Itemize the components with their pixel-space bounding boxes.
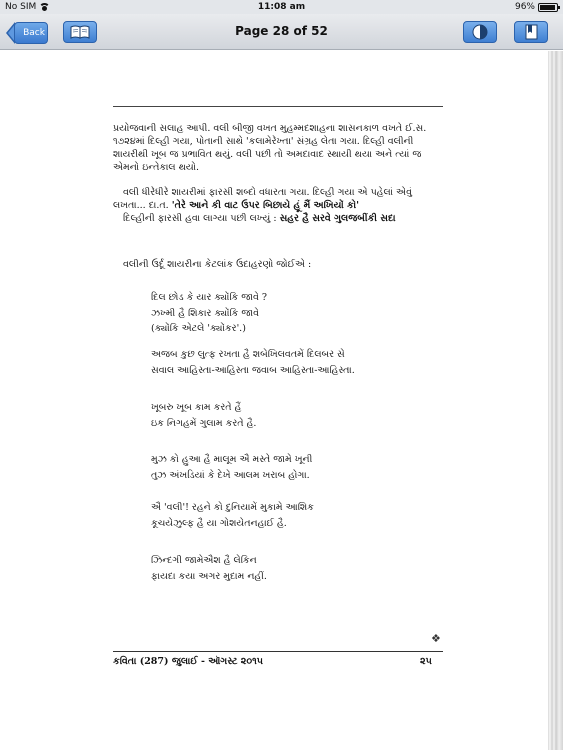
back-button[interactable]: Back: [14, 22, 48, 44]
text-prefix: લખતા... દા.ત.: [113, 200, 172, 211]
text-line: એમનો ઇન્તેકાલ થયો.: [113, 162, 200, 173]
verse-6: [151, 553, 267, 584]
paragraph-1: [113, 122, 445, 174]
page-number: ૨૫: [420, 656, 432, 667]
text-line: પ્રયોજવાની સલાહ આપી. વલી બીજી વખત મુહમ્મદશાહના શાસનકાળ વખતે ઈ.સ.: [113, 123, 427, 134]
verse-line: તુઝ અંખડિયાં કે દેખે આલમ ખરાબ હોગા.: [151, 469, 310, 481]
carrier-label: No SIM: [5, 2, 37, 12]
ornament-icon: ❖: [431, 632, 441, 645]
intro-line: વલીની ઉર્દૂ શાયરીના કેટલાંક ઉદાહરણો જોઈએ :: [123, 259, 312, 270]
verse-line: ઐ 'વલી'! રહને કો દુનિયામેં મુકામે આશિક: [151, 502, 314, 513]
bookmark-icon: [523, 24, 539, 40]
verse-line: ઝિન્દગી જામેઐશ હૈ લેકિન: [151, 555, 257, 566]
page-indicator: Page 28 of 52: [235, 24, 328, 38]
wifi-icon: [39, 3, 50, 11]
page-stack-edge: [548, 51, 563, 750]
quote-bold: સહર હૈ સરવે ગુલજબીંકી સદા: [279, 213, 396, 224]
text-line: શાયરીથી ખૂબ જ પ્રભાવિત થયું. વલી પછી તો અમદાવાદ સ્થાયી થયા અને ત્યાં જ: [113, 149, 422, 160]
verse-line: ઇક નિગહમેં ગુલામ કરતે હૈ.: [151, 417, 257, 429]
quote-bold: 'તેરે આને કી વાટ ઉપર બિછાયે હૂં મૈં અખિયોં કો': [171, 200, 360, 211]
verse-line: મુઝ કો હુઆ હૈ માલૂમ ઐ મસ્તે જામે ખૂની: [151, 454, 313, 465]
text-line: ૧૭૨૪માં દિલ્હી ગયા, પોતાની સાથે 'કલામેરેખ્તા' સંગ્રહ લેતા ગયા. દિલ્હી વલીની: [113, 136, 414, 147]
verse-line: ઝખ્મી હૈ શિકાર ક્યોંકિ જાવે: [151, 307, 260, 319]
text-line: [113, 212, 445, 225]
verse-line: દિલ છોડ કે યાર ક્યોંકિ જાવે ?: [151, 292, 268, 303]
contrast-button[interactable]: [463, 21, 497, 43]
battery-percent: 96%: [514, 2, 535, 12]
verse-line: સવાલ આહિસ્તા-આહિસ્તા જવાબ આહિસ્તા-આહિસ્તા.: [151, 364, 355, 376]
verse-line: (ક્યોંકિ એટલે 'ક્યોંકર'.): [151, 323, 246, 334]
verse-2: [151, 347, 355, 378]
contrast-icon: [472, 24, 488, 40]
battery-fill: [540, 5, 555, 10]
book-icon: [70, 25, 90, 39]
bottom-rule: [113, 651, 443, 652]
verse-1: [151, 290, 267, 337]
battery-icon: [538, 3, 558, 12]
bookmark-button[interactable]: [514, 21, 548, 43]
verse-line: અજબ કુછ લુત્ફ રખતા હૈ શબેખિલવતમેં દિલબર સે: [151, 349, 345, 360]
verse-5: [151, 500, 314, 531]
verse-line: કૂચયેઝુલ્ફ હૈ યા ગોશયેતનહાઈ હૈ.: [151, 517, 287, 529]
paragraph-2: [113, 186, 445, 225]
verse-4: [151, 452, 312, 483]
status-bar: [0, 0, 563, 14]
verse-3: [151, 400, 256, 431]
status-left: [5, 2, 50, 12]
top-rule: [113, 106, 443, 107]
text-line: વલી ધીરેધીરે શાયરીમાં ફારસી શબ્દો વધારતા ગયા. દિલ્હી ગયા એ પહેલાં એવું: [123, 187, 412, 198]
status-right: [515, 2, 558, 12]
text-prefix: દિલ્હીની ફારસી હવા લાગ્યા પછી લખ્યું :: [123, 213, 280, 224]
status-time: 11:08 am: [257, 2, 306, 12]
library-button[interactable]: [63, 21, 97, 43]
verse-line: ફાયદા કયા અગર મુદામ નહીં.: [151, 570, 267, 582]
text-line: [113, 199, 445, 212]
reader-toolbar: [0, 14, 563, 50]
verse-line: ખૂબરુ ખૂબ કામ કરતે હૈં: [151, 402, 242, 413]
page-footer-title: કવિતા (287) જુલાઈ - ઑગસ્ટ ૨૦૧૫: [113, 656, 263, 667]
